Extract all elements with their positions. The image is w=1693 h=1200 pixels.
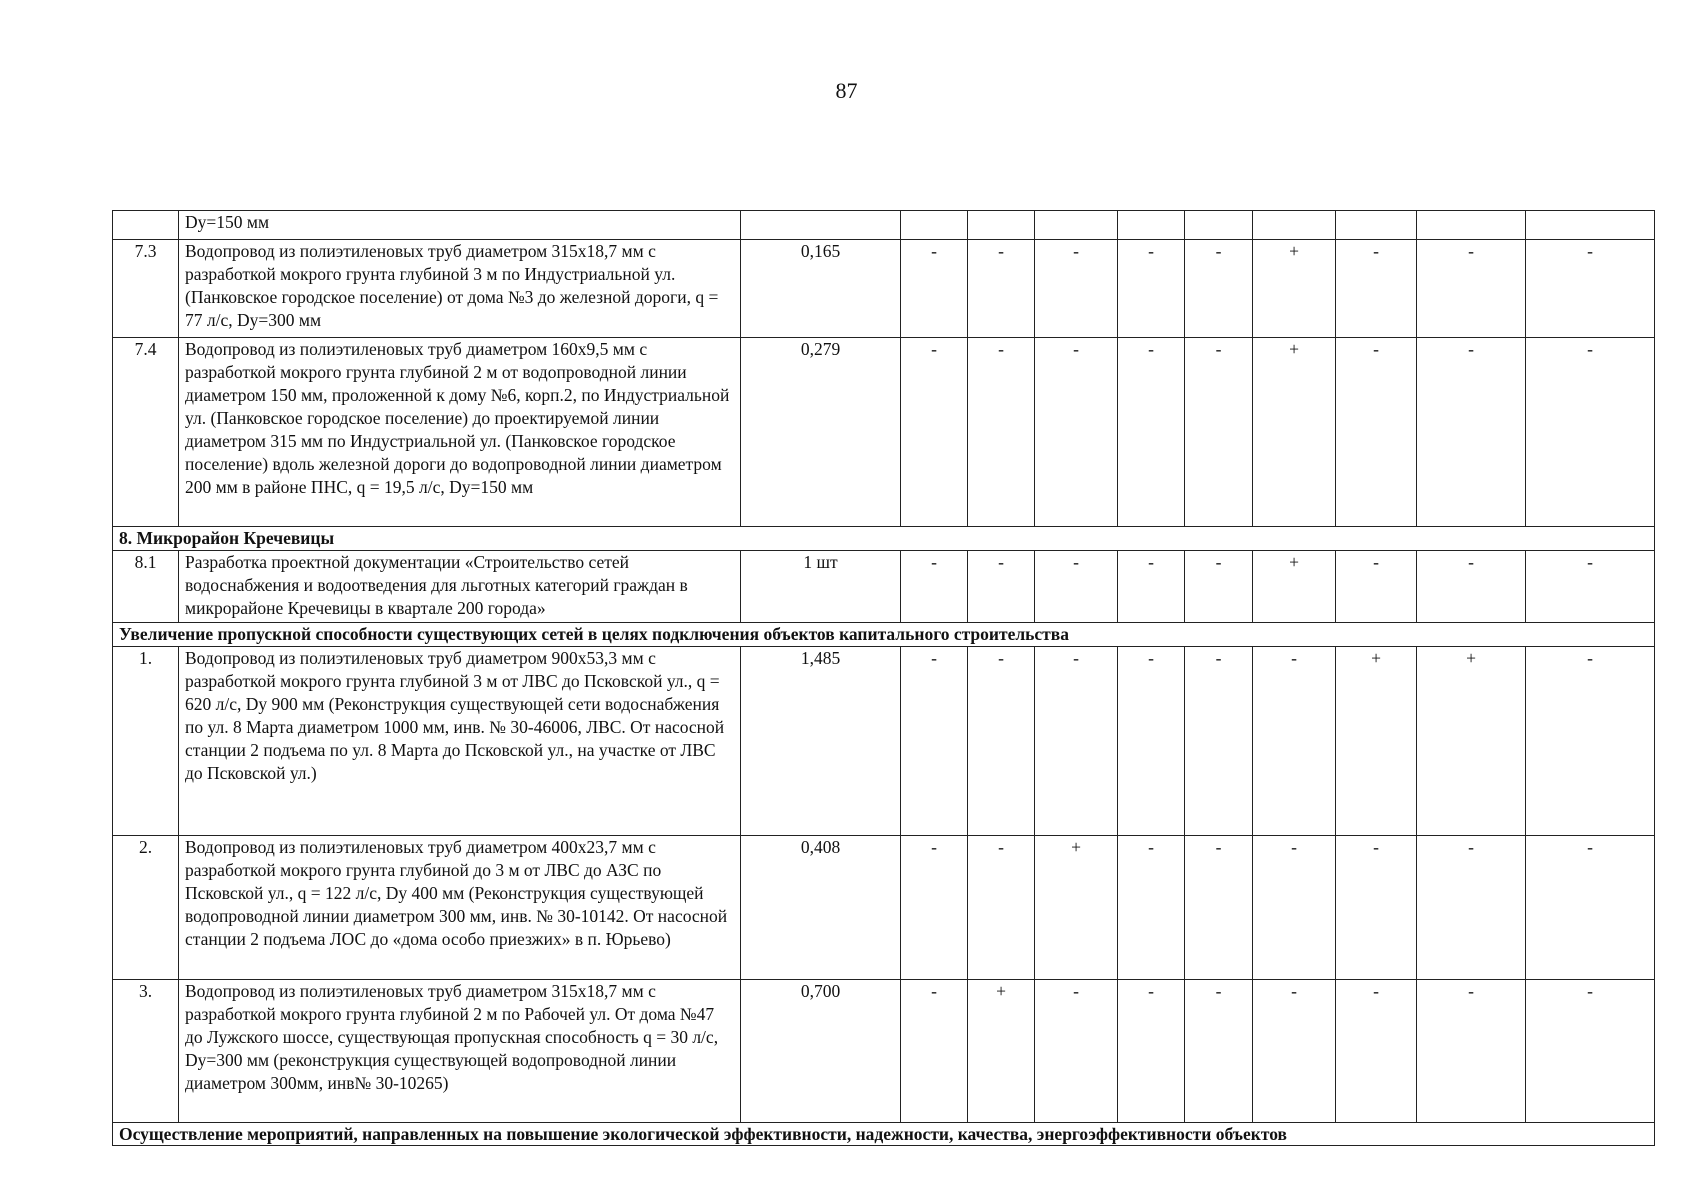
year-mark-cell: - bbox=[901, 240, 968, 338]
year-mark-cell: + bbox=[1035, 836, 1118, 980]
item-number bbox=[113, 211, 179, 240]
year-mark-cell: - bbox=[1526, 836, 1655, 980]
year-mark-cell bbox=[1035, 211, 1118, 240]
year-mark-cell: - bbox=[1118, 647, 1185, 836]
year-mark-cell: - bbox=[1118, 240, 1185, 338]
year-mark-cell: - bbox=[1253, 647, 1336, 836]
year-mark-cell: - bbox=[968, 338, 1035, 527]
section-header-row bbox=[113, 527, 1655, 551]
year-mark-cell: - bbox=[1253, 980, 1336, 1123]
item-description: Водопровод из полиэтиленовых труб диаметром 900х53,3 мм с разработкой мокрого грунта глубиной 3 м от ЛВС до Псковской ул., q = 620 л/с, Dy 900 мм (Реконструкция существующей сети водоснабжения по ул. 8 Марта диаметром 1000 мм, инв. № 30-46006, ЛВС. От насосной станции 2 подъема по ул. 8 Марта до Псковской ул., на участке от ЛВС до Псковской ул.) bbox=[179, 647, 741, 836]
year-mark-cell: - bbox=[1526, 338, 1655, 527]
year-mark-cell: + bbox=[1336, 647, 1417, 836]
page-number: 87 bbox=[835, 78, 858, 103]
year-mark-cell: + bbox=[968, 980, 1035, 1123]
year-mark-cell: - bbox=[901, 980, 968, 1123]
year-mark-cell bbox=[968, 211, 1035, 240]
year-mark-cell bbox=[1417, 211, 1526, 240]
table-row bbox=[113, 338, 1655, 527]
year-mark-cell: - bbox=[1185, 551, 1253, 623]
table-row bbox=[113, 240, 1655, 338]
table-row bbox=[113, 647, 1655, 836]
item-description: Dy=150 мм bbox=[179, 211, 741, 240]
year-mark-cell: + bbox=[1417, 647, 1526, 836]
year-mark-cell: - bbox=[1035, 980, 1118, 1123]
section-header-row bbox=[113, 623, 1655, 647]
year-mark-cell: - bbox=[1526, 240, 1655, 338]
item-value bbox=[741, 211, 901, 240]
year-mark-cell bbox=[1336, 211, 1417, 240]
year-mark-cell: - bbox=[1118, 980, 1185, 1123]
year-mark-cell: - bbox=[968, 551, 1035, 623]
item-number: 8.1 bbox=[113, 551, 179, 623]
section-header-row bbox=[113, 1123, 1655, 1146]
year-mark-cell bbox=[1253, 211, 1336, 240]
year-mark-cell bbox=[901, 211, 968, 240]
year-mark-cell: - bbox=[1118, 836, 1185, 980]
year-mark-cell: - bbox=[1336, 338, 1417, 527]
year-mark-cell: - bbox=[1185, 980, 1253, 1123]
table-row bbox=[113, 551, 1655, 623]
table-body bbox=[113, 211, 1655, 1146]
table-row bbox=[113, 980, 1655, 1123]
item-value: 0,165 bbox=[741, 240, 901, 338]
year-mark-cell: - bbox=[1035, 551, 1118, 623]
year-mark-cell: - bbox=[1526, 551, 1655, 623]
year-mark-cell: - bbox=[901, 836, 968, 980]
year-mark-cell bbox=[1185, 211, 1253, 240]
item-number: 1. bbox=[113, 647, 179, 836]
year-mark-cell: - bbox=[1417, 551, 1526, 623]
item-value: 1,485 bbox=[741, 647, 901, 836]
year-mark-cell: - bbox=[1118, 551, 1185, 623]
year-mark-cell: - bbox=[1185, 836, 1253, 980]
year-mark-cell: - bbox=[1035, 338, 1118, 527]
year-mark-cell: - bbox=[1336, 980, 1417, 1123]
year-mark-cell: - bbox=[1526, 647, 1655, 836]
year-mark-cell: - bbox=[968, 647, 1035, 836]
year-mark-cell: - bbox=[1185, 647, 1253, 836]
item-description: Водопровод из полиэтиленовых труб диаметром 315х18,7 мм с разработкой мокрого грунта глубиной 2 м по Рабочей ул. От дома №47 до Лужского шоссе, существующая пропускная способность q = 30 л/с, Dy=300 мм (реконструкция существующей водопроводной линии диаметром 300мм, инв№ 30-10265) bbox=[179, 980, 741, 1123]
year-mark-cell bbox=[1118, 211, 1185, 240]
section-title: 8. Микрорайон Кречевицы bbox=[113, 527, 1655, 551]
year-mark-cell: + bbox=[1253, 338, 1336, 527]
table-row bbox=[113, 211, 1655, 240]
item-number: 3. bbox=[113, 980, 179, 1123]
year-mark-cell: - bbox=[901, 551, 968, 623]
item-number: 2. bbox=[113, 836, 179, 980]
year-mark-cell: - bbox=[1185, 338, 1253, 527]
year-mark-cell: - bbox=[1035, 647, 1118, 836]
year-mark-cell: - bbox=[1417, 240, 1526, 338]
section-title: Осуществление мероприятий, направленных на повышение экологической эффективности, надежности, качества, энергоэффективности объектов bbox=[113, 1123, 1655, 1146]
item-number: 7.4 bbox=[113, 338, 179, 527]
item-number: 7.3 bbox=[113, 240, 179, 338]
year-mark-cell bbox=[1526, 211, 1655, 240]
year-mark-cell: - bbox=[968, 836, 1035, 980]
year-mark-cell: + bbox=[1253, 551, 1336, 623]
year-mark-cell: - bbox=[1253, 836, 1336, 980]
year-mark-cell: - bbox=[1417, 980, 1526, 1123]
item-description: Водопровод из полиэтиленовых труб диаметром 400х23,7 мм с разработкой мокрого грунта глубиной до 3 м от ЛВС до АЗС по Псковской ул., q = 122 л/с, Dy 400 мм (Реконструкция существующей водопроводной линии диаметром 300 мм, инв. № 30-10142. От насосной станции 2 подъема ЛОС до «дома особо приезжих» в п. Юрьево) bbox=[179, 836, 741, 980]
year-mark-cell: - bbox=[1035, 240, 1118, 338]
section-title: Увеличение пропускной способности существующих сетей в целях подключения объектов капитального строительства bbox=[113, 623, 1655, 647]
item-description: Водопровод из полиэтиленовых труб диаметром 315х18,7 мм с разработкой мокрого грунта глубиной 3 м по Индустриальной ул. (Панковское городское поселение) от дома №3 до железной дороги, q = 77 л/с, Dy=300 мм bbox=[179, 240, 741, 338]
table-row bbox=[113, 836, 1655, 980]
measures-table bbox=[112, 210, 1655, 1146]
year-mark-cell: - bbox=[1417, 836, 1526, 980]
year-mark-cell: - bbox=[968, 240, 1035, 338]
item-value: 0,279 bbox=[741, 338, 901, 527]
year-mark-cell: - bbox=[1417, 338, 1526, 527]
year-mark-cell: - bbox=[1336, 836, 1417, 980]
year-mark-cell: - bbox=[1118, 338, 1185, 527]
item-value: 0,408 bbox=[741, 836, 901, 980]
item-description: Водопровод из полиэтиленовых труб диаметром 160х9,5 мм с разработкой мокрого грунта глубиной 2 м от водопроводной линии диаметром 150 мм, проложенной к дому №6, корп.2, по Индустриальной ул. (Панковское городское поселение) до проектируемой линии диаметром 315 мм по Индустриальной ул. (Панковское городское поселение) вдоль железной дороги до водопроводной линии диаметром 200 мм в районе ПНС, q = 19,5 л/с, Dy=150 мм bbox=[179, 338, 741, 527]
year-mark-cell: - bbox=[901, 647, 968, 836]
year-mark-cell: - bbox=[1185, 240, 1253, 338]
item-value: 0,700 bbox=[741, 980, 901, 1123]
year-mark-cell: + bbox=[1253, 240, 1336, 338]
item-value: 1 шт bbox=[741, 551, 901, 623]
year-mark-cell: - bbox=[1336, 240, 1417, 338]
year-mark-cell: - bbox=[1526, 980, 1655, 1123]
item-description: Разработка проектной документации «Строительство сетей водоснабжения и водоотведения для льготных категорий граждан в микрорайоне Кречевицы в квартале 200 города» bbox=[179, 551, 741, 623]
year-mark-cell: - bbox=[901, 338, 968, 527]
year-mark-cell: - bbox=[1336, 551, 1417, 623]
